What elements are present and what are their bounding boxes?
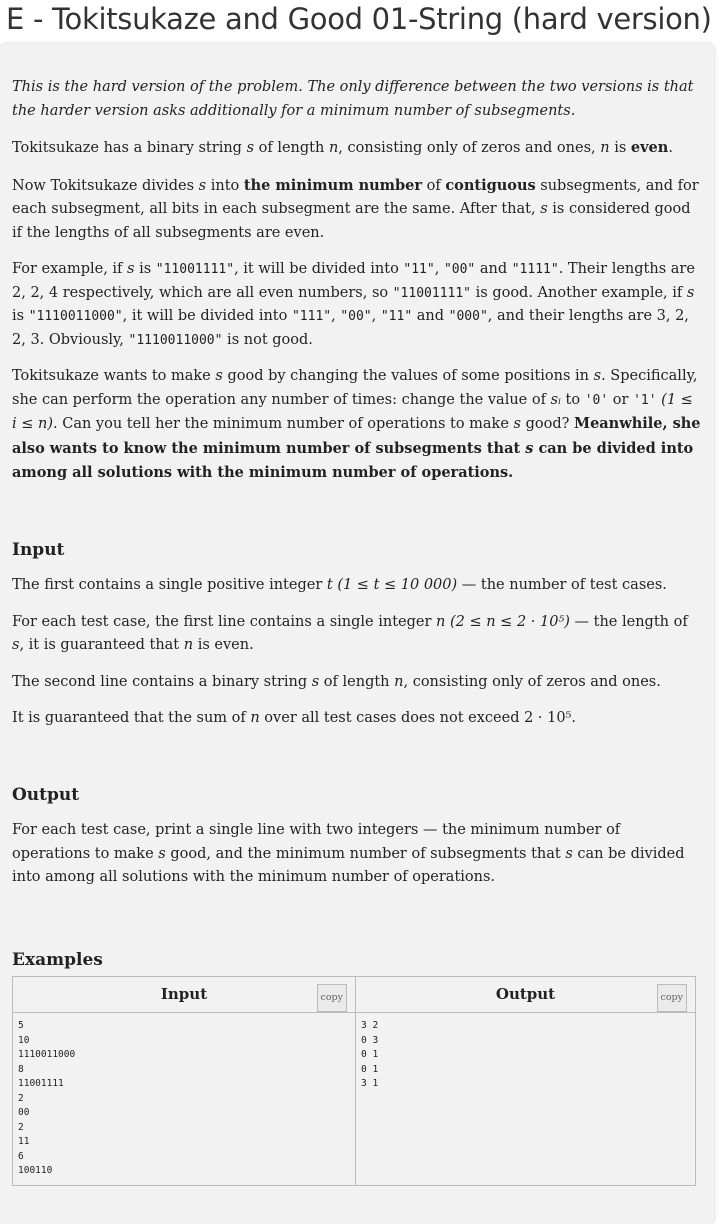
input-line: 8 [18,1063,24,1075]
input-section-title: Input [12,539,65,560]
output-line: 3 2 [361,1020,379,1031]
input-line-1: The first contains a single positive integer t (1 ≤ t ≤ 10 000) — the number of test cases. [12,577,667,593]
example-output [356,1013,696,1186]
intro-paragraph: This is the hard version of the problem. The only difference between the two versions is that the harder version asks additionally for a minimum number of subsegments. [12,79,694,119]
paragraph-example: For example, if s is "11001111", it will be divided into "11", "00" and "1111". Their lengths are 2, 2, 4 respectively, which are all even numbers, so "11001111" is good. Another example, if s is "1110011000", it will be divided into "111", "00", "11" and "000", and their lengths are 3, 2, 2, 3. Obviously, "1110011000" is not good. [12,261,695,348]
output-line: 0 1 [361,1063,379,1075]
output-line: 3 1 [361,1078,379,1089]
example-input [13,1013,356,1186]
input-line: 2 [18,1121,24,1133]
input-line: 2 [18,1092,24,1104]
input-line-4: It is guaranteed that the sum of n over all test cases does not exceed 2 · 10⁵. [12,710,577,726]
paragraph-task: Tokitsukaze wants to make s good by changing the values of some positions in s. Specifically, she can perform the operation any number of times: change the value of sᵢ to '0' or '1' (1 ≤ i ≤ n). Can you tell her the minimum number of operations to make s good? Meanwhile, she also wants to know the minimum number of subsegments that s can be divided into among all solutions with the minimum number of operations. [12,368,701,481]
input-line: 1110011000 [18,1049,76,1060]
paragraph-string-def: Tokitsukaze has a binary string s of length n, consisting only of zeros and ones, n is even. [12,139,673,156]
input-header: Input copy [13,977,356,1013]
input-line-2: For each test case, the first line contains a single integer n (2 ≤ n ≤ 2 · 10⁵) — the length of s, it is guaranteed that n is even. [12,613,688,653]
input-line-3: The second line contains a binary string s of length n, consisting only of zeros and ones. [12,673,661,690]
input-line: 11 [18,1136,30,1147]
output-section-title: Output [12,784,80,805]
output-line-1: For each test case, print a single line with two integers — the minimum number of operations to make s good, and the minimum number of subsegments that s can be divided into among all solutions with the minimum number of operations. [12,822,685,885]
output-line: 0 3 [361,1034,379,1046]
output-line: 0 1 [361,1049,379,1060]
input-line: 100110 [18,1165,53,1176]
input-line: 00 [18,1107,30,1118]
input-line: 10 [18,1034,30,1046]
paragraph-division: Now Tokitsukaze divides s into the minimum number of contiguous subsegments, and for each subsegment, all bits in each subsegment are the same. After that, s is considered good if the lengths of all subsegments are even. [12,176,699,241]
examples-table [12,976,696,1186]
page-title: E - Tokitsukaze and Good 01-String (hard version) [6,2,712,36]
input-line: 6 [18,1150,24,1162]
problem-content [12,76,702,1186]
input-line: 5 [18,1020,24,1031]
input-line: 11001111 [18,1078,64,1089]
copy-input-button[interactable]: copy [317,984,348,1012]
examples-title: Examples [12,949,103,970]
copy-output-button[interactable]: copy [657,984,688,1012]
output-header: Output copy [356,977,696,1013]
